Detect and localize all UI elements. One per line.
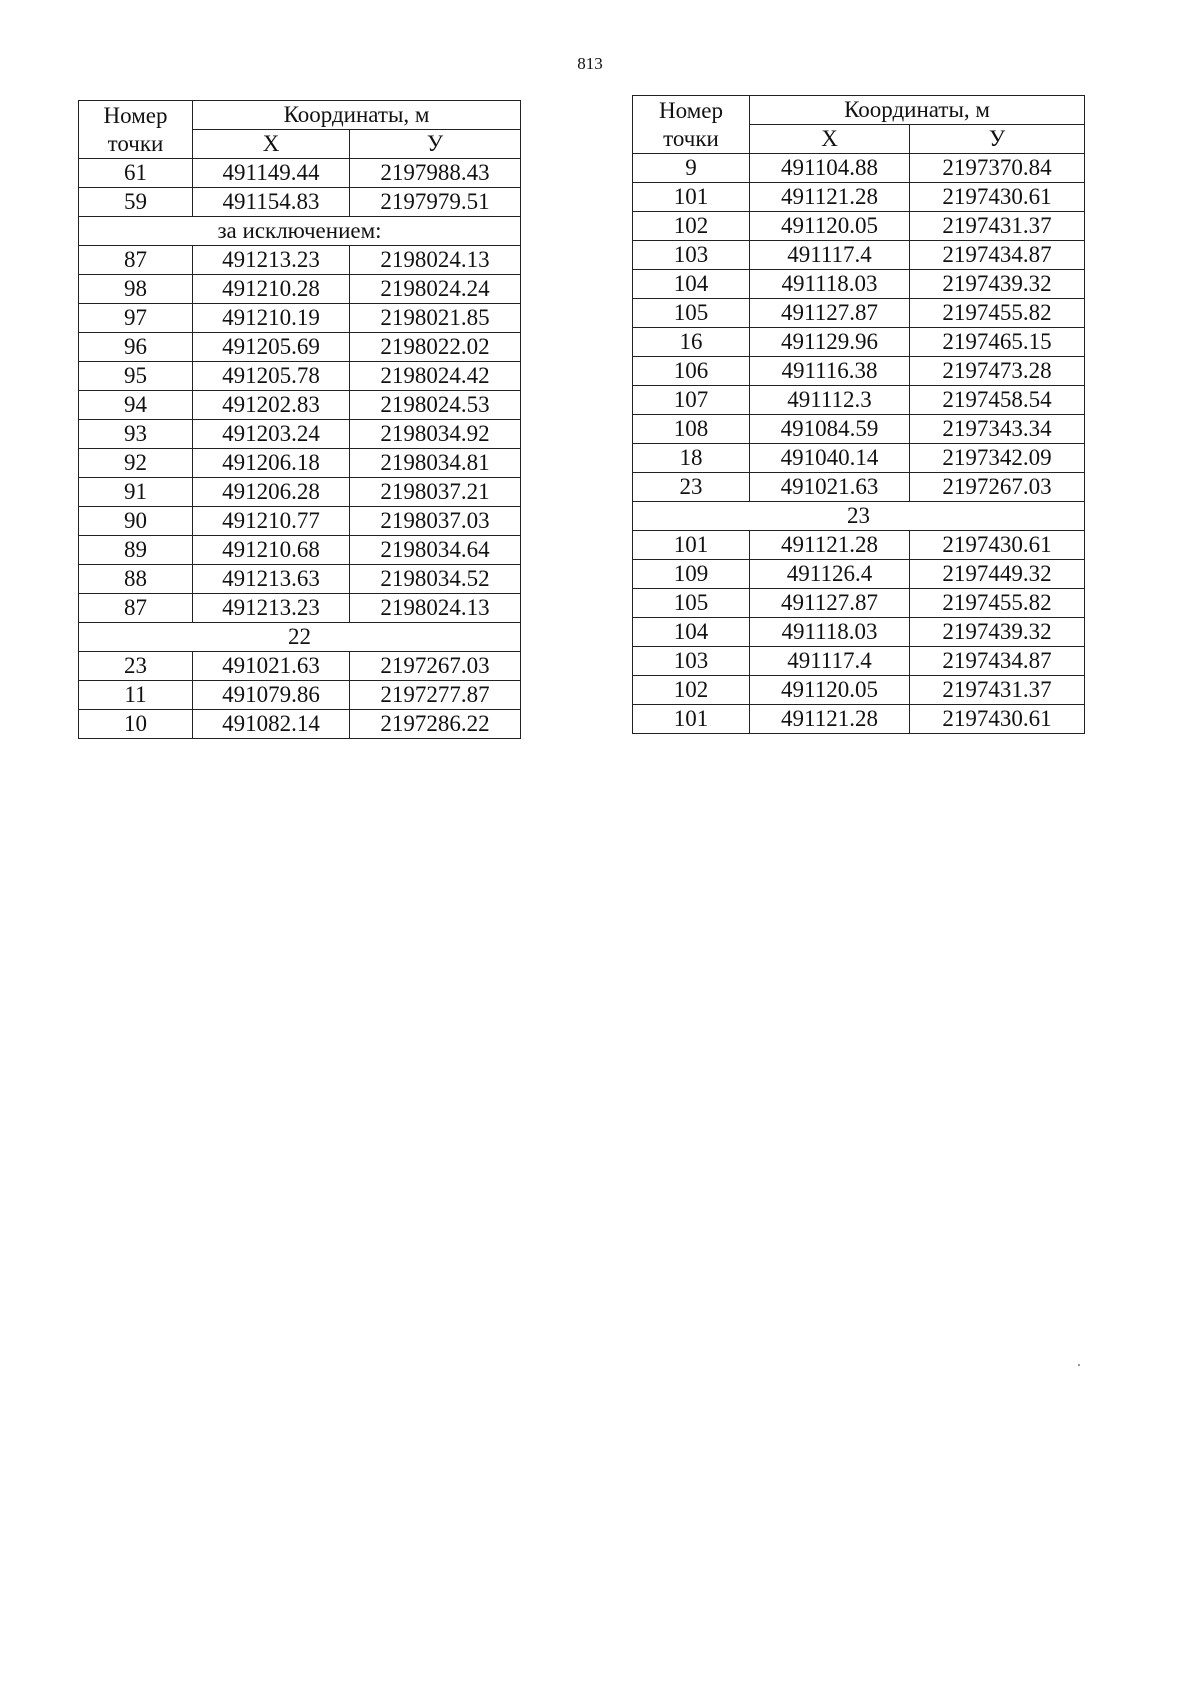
y-coordinate-cell: 2198034.52 [350, 565, 521, 594]
point-number-cell: 88 [79, 565, 193, 594]
table-row [79, 246, 521, 275]
x-coordinate-cell: 491079.86 [193, 681, 350, 710]
table-row [633, 183, 1085, 212]
table-row [79, 478, 521, 507]
x-header: Х [193, 130, 350, 159]
point-number-header-line1: Номер [103, 102, 168, 128]
y-coordinate-cell: 2197342.09 [910, 444, 1085, 473]
point-number-cell: 109 [633, 560, 750, 589]
section-row [79, 623, 521, 652]
y-coordinate-cell: 2197979.51 [350, 188, 521, 217]
y-coordinate-cell: 2198024.24 [350, 275, 521, 304]
point-number-cell: 23 [79, 652, 193, 681]
point-number-header [79, 101, 193, 159]
x-coordinate-cell: 491213.63 [193, 565, 350, 594]
y-coordinate-cell: 2197439.32 [910, 270, 1085, 299]
x-coordinate-cell: 491084.59 [750, 415, 910, 444]
coordinates-header: Координаты, м [193, 101, 521, 130]
x-coordinate-cell: 491126.4 [750, 560, 910, 589]
coordinates-table-right [632, 95, 1085, 734]
table-row [633, 386, 1085, 415]
x-coordinate-cell: 491205.78 [193, 362, 350, 391]
point-number-cell: 18 [633, 444, 750, 473]
table-row [79, 188, 521, 217]
point-number-cell: 95 [79, 362, 193, 391]
x-coordinate-cell: 491210.28 [193, 275, 350, 304]
scan-speck [1078, 1364, 1080, 1366]
y-coordinate-cell: 2198037.03 [350, 507, 521, 536]
x-coordinate-cell: 491205.69 [193, 333, 350, 362]
y-coordinate-cell: 2197286.22 [350, 710, 521, 739]
y-coordinate-cell: 2197455.82 [910, 299, 1085, 328]
point-number-cell: 101 [633, 705, 750, 734]
y-coordinate-cell: 2197431.37 [910, 212, 1085, 241]
y-coordinate-cell: 2197370.84 [910, 154, 1085, 183]
coordinates-header: Координаты, м [750, 96, 1085, 125]
x-coordinate-cell: 491210.77 [193, 507, 350, 536]
y-coordinate-cell: 2197988.43 [350, 159, 521, 188]
x-coordinate-cell: 491040.14 [750, 444, 910, 473]
x-coordinate-cell: 491082.14 [193, 710, 350, 739]
point-number-header-line2: точки [107, 130, 164, 156]
x-coordinate-cell: 491127.87 [750, 589, 910, 618]
x-coordinate-cell: 491210.68 [193, 536, 350, 565]
x-coordinate-cell: 491202.83 [193, 391, 350, 420]
table-row [79, 565, 521, 594]
y-coordinate-cell: 2197434.87 [910, 241, 1085, 270]
point-number-cell: 94 [79, 391, 193, 420]
x-coordinate-cell: 491213.23 [193, 594, 350, 623]
point-number-cell: 102 [633, 212, 750, 241]
point-number-header-line1: Номер [659, 97, 723, 123]
section-row [79, 217, 521, 246]
x-coordinate-cell: 491154.83 [193, 188, 350, 217]
table-row [633, 531, 1085, 560]
section-row [633, 502, 1085, 531]
section-label: за исключением: [79, 217, 521, 246]
y-coordinate-cell: 2198034.81 [350, 449, 521, 478]
table-row [79, 391, 521, 420]
x-coordinate-cell: 491120.05 [750, 676, 910, 705]
y-coordinate-cell: 2198024.53 [350, 391, 521, 420]
x-coordinate-cell: 491213.23 [193, 246, 350, 275]
x-coordinate-cell: 491121.28 [750, 531, 910, 560]
point-number-cell: 59 [79, 188, 193, 217]
table-row [633, 299, 1085, 328]
y-header: У [350, 130, 521, 159]
y-coordinate-cell: 2197430.61 [910, 531, 1085, 560]
x-coordinate-cell: 491021.63 [750, 473, 910, 502]
table-row [79, 304, 521, 333]
table-row [633, 560, 1085, 589]
point-number-cell: 104 [633, 270, 750, 299]
table-row [633, 415, 1085, 444]
y-coordinate-cell: 2198022.02 [350, 333, 521, 362]
table-row [79, 159, 521, 188]
y-coordinate-cell: 2197458.54 [910, 386, 1085, 415]
table-row [79, 710, 521, 739]
x-coordinate-cell: 491203.24 [193, 420, 350, 449]
point-number-header-line2: точки [663, 125, 719, 151]
y-coordinate-cell: 2197455.82 [910, 589, 1085, 618]
y-coordinate-cell: 2198021.85 [350, 304, 521, 333]
point-number-cell: 61 [79, 159, 193, 188]
x-coordinate-cell: 491021.63 [193, 652, 350, 681]
y-coordinate-cell: 2197439.32 [910, 618, 1085, 647]
table-row [633, 705, 1085, 734]
table-row [633, 444, 1085, 473]
table-row [79, 652, 521, 681]
x-coordinate-cell: 491121.28 [750, 183, 910, 212]
point-number-cell: 101 [633, 183, 750, 212]
table-row [633, 212, 1085, 241]
point-number-cell: 10 [79, 710, 193, 739]
y-coordinate-cell: 2198034.64 [350, 536, 521, 565]
table-row [79, 681, 521, 710]
x-coordinate-cell: 491117.4 [750, 241, 910, 270]
point-number-cell: 105 [633, 589, 750, 618]
point-number-header [633, 96, 750, 154]
point-number-cell: 103 [633, 647, 750, 676]
x-coordinate-cell: 491116.38 [750, 357, 910, 386]
table-row [633, 647, 1085, 676]
point-number-cell: 23 [633, 473, 750, 502]
x-coordinate-cell: 491117.4 [750, 647, 910, 676]
point-number-cell: 106 [633, 357, 750, 386]
y-coordinate-cell: 2197277.87 [350, 681, 521, 710]
coordinates-table-left [78, 100, 521, 739]
x-coordinate-cell: 491112.3 [750, 386, 910, 415]
x-coordinate-cell: 491121.28 [750, 705, 910, 734]
x-coordinate-cell: 491210.19 [193, 304, 350, 333]
table-row [633, 473, 1085, 502]
x-coordinate-cell: 491120.05 [750, 212, 910, 241]
section-label: 22 [79, 623, 521, 652]
y-coordinate-cell: 2197267.03 [910, 473, 1085, 502]
table-row [633, 618, 1085, 647]
y-coordinate-cell: 2198024.13 [350, 594, 521, 623]
x-coordinate-cell: 491149.44 [193, 159, 350, 188]
y-coordinate-cell: 2197431.37 [910, 676, 1085, 705]
point-number-cell: 87 [79, 246, 193, 275]
table-row [633, 676, 1085, 705]
point-number-cell: 108 [633, 415, 750, 444]
x-coordinate-cell: 491118.03 [750, 270, 910, 299]
point-number-cell: 87 [79, 594, 193, 623]
x-coordinate-cell: 491118.03 [750, 618, 910, 647]
table-row [79, 536, 521, 565]
x-coordinate-cell: 491127.87 [750, 299, 910, 328]
table-row [79, 333, 521, 362]
x-coordinate-cell: 491129.96 [750, 328, 910, 357]
y-coordinate-cell: 2197430.61 [910, 183, 1085, 212]
table-header-row [79, 101, 521, 130]
point-number-cell: 98 [79, 275, 193, 304]
section-label: 23 [633, 502, 1085, 531]
point-number-cell: 89 [79, 536, 193, 565]
table-row [633, 270, 1085, 299]
point-number-cell: 11 [79, 681, 193, 710]
y-coordinate-cell: 2197434.87 [910, 647, 1085, 676]
point-number-cell: 16 [633, 328, 750, 357]
point-number-cell: 101 [633, 531, 750, 560]
table-row [633, 154, 1085, 183]
x-coordinate-cell: 491206.28 [193, 478, 350, 507]
point-number-cell: 105 [633, 299, 750, 328]
table-row [79, 449, 521, 478]
point-number-cell: 96 [79, 333, 193, 362]
point-number-cell: 92 [79, 449, 193, 478]
y-coordinate-cell: 2198024.42 [350, 362, 521, 391]
table-header-row [633, 96, 1085, 125]
x-header: Х [750, 125, 910, 154]
y-coordinate-cell: 2197449.32 [910, 560, 1085, 589]
y-coordinate-cell: 2198037.21 [350, 478, 521, 507]
table-row [79, 594, 521, 623]
y-coordinate-cell: 2197473.28 [910, 357, 1085, 386]
point-number-cell: 104 [633, 618, 750, 647]
table-row [79, 507, 521, 536]
point-number-cell: 91 [79, 478, 193, 507]
y-coordinate-cell: 2197465.15 [910, 328, 1085, 357]
table-body-right [633, 154, 1085, 734]
y-coordinate-cell: 2198024.13 [350, 246, 521, 275]
point-number-cell: 97 [79, 304, 193, 333]
page-number: 813 [577, 54, 603, 73]
table-row [79, 420, 521, 449]
table-row [633, 328, 1085, 357]
x-coordinate-cell: 491206.18 [193, 449, 350, 478]
point-number-cell: 9 [633, 154, 750, 183]
y-coordinate-cell: 2197267.03 [350, 652, 521, 681]
y-coordinate-cell: 2198034.92 [350, 420, 521, 449]
y-header: У [910, 125, 1085, 154]
table-row [79, 362, 521, 391]
y-coordinate-cell: 2197343.34 [910, 415, 1085, 444]
point-number-cell: 102 [633, 676, 750, 705]
point-number-cell: 93 [79, 420, 193, 449]
x-coordinate-cell: 491104.88 [750, 154, 910, 183]
y-coordinate-cell: 2197430.61 [910, 705, 1085, 734]
table-row [633, 241, 1085, 270]
table-row [633, 357, 1085, 386]
point-number-cell: 107 [633, 386, 750, 415]
table-row [633, 589, 1085, 618]
point-number-cell: 90 [79, 507, 193, 536]
table-body-left [79, 159, 521, 739]
table-row [79, 275, 521, 304]
point-number-cell: 103 [633, 241, 750, 270]
